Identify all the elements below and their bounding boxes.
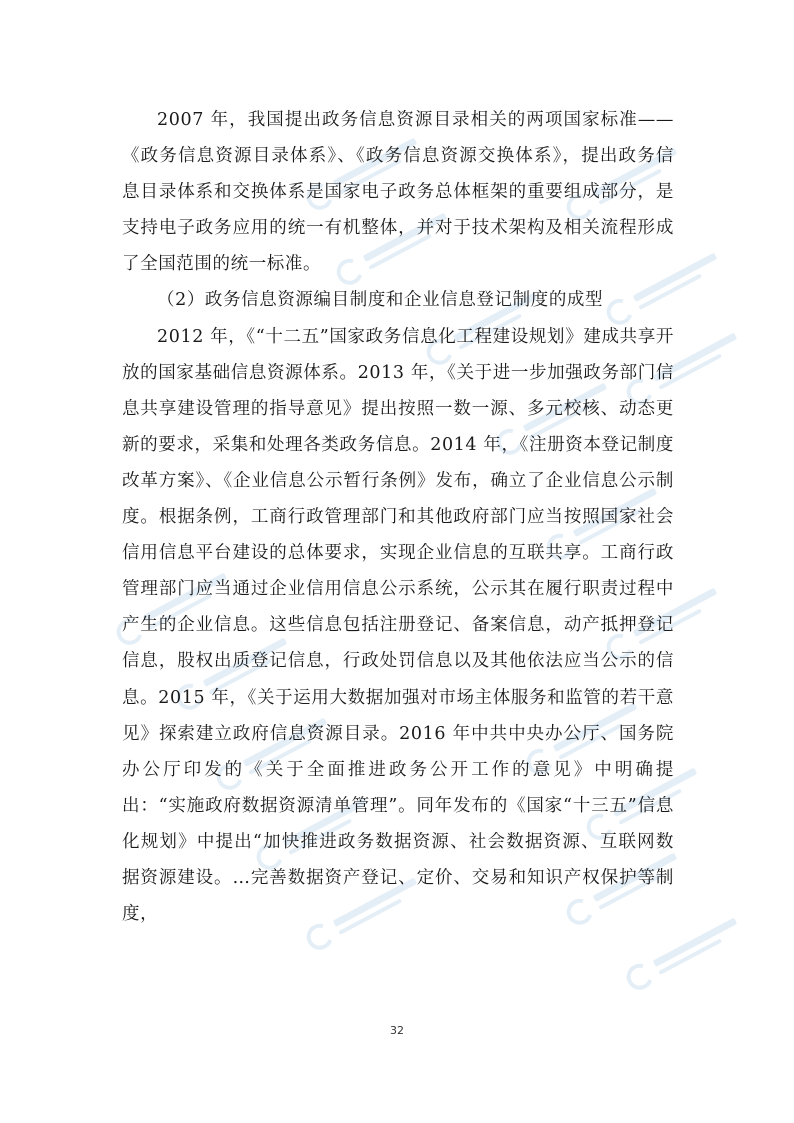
document-body — [122, 102, 674, 932]
page-number: 32 — [390, 1024, 404, 1037]
paragraph-standards-2007: 2007 年，我国提出政务信息资源目录相关的两项国家标准——《政务信息资源目录体系》、《政务信息资源交换体系》，提出政务信息目录体系和交换体系是国家电子政务总体框架的重要组成部分，是支持电子政务应用的统一有机整体，并对于技术架构及相关流程形成了全国范围的统一标准。 — [122, 110, 674, 275]
paragraph-policy-history: 2012 年，《“十二五”国家政务信息化工程建设规划》建成共享开放的国家基础信息资源体系。2013 年，《关于进一步加强政务部门信息共享建设管理的指导意见》提出按照一数一源、多元校核、动态更新的要求，采集和处理各类政务信息。2014 年，《注册资本登记制度改革方案》、《企业信息公示暂行条例》发布，确立了企业信息公示制度。根据条例，工商行政管理部门和其他政府部门应当按照国家社会信用信息平台建设的总体要求，实现企业信息的互联共享。工商行政管理部门应当通过企业信用信息公示系统，公示其在履行职责过程中产生的企业信息。这些信息包括注册登记、备案信息，动产抵押登记信息，股权出质登记信息，行政处罚信息以及其他依法应当公示的信息。2015 年，《关于运用大数据加强对市场主体服务和监管的若干意见》探索建立政府信息资源目录。2016 年中共中央办公厅、国务院办公厅印发的《关于全面推进政务公开工作的意见》中明确提出：“实施政府数据资源清单管理”。同年发布的《国家“十三五”信息化规划》中提出“加快推进政务数据资源、社会数据资源、互联网数据资源建设。…完善数据资产登记、定价、交易和知识产权保护等制度， — [122, 326, 674, 925]
section-heading: （2）政务信息资源编目制度和企业信息登记制度的成型 — [157, 290, 604, 311]
